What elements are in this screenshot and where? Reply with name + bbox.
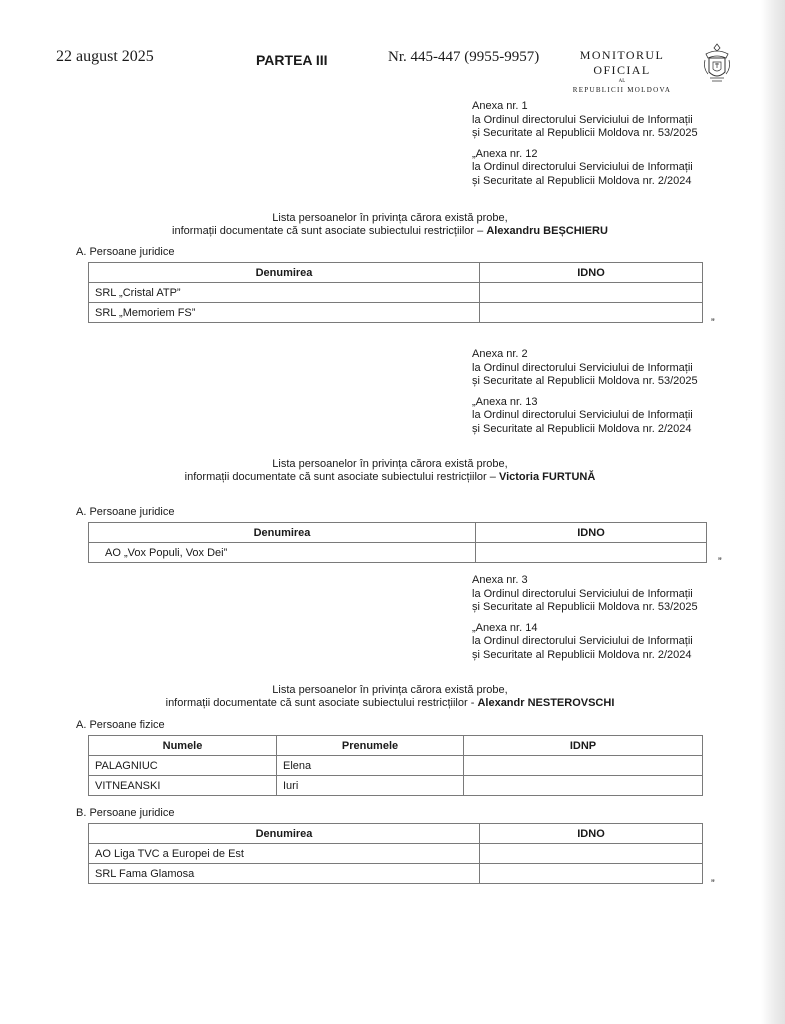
section-heading: A. Persoane juridice: [76, 246, 175, 258]
annex-line: Anexa nr. 3: [472, 574, 528, 586]
column-header: IDNO: [476, 523, 707, 543]
column-header: Denumirea: [89, 824, 480, 844]
list-1-title: [60, 212, 720, 238]
closing-quote: ”: [711, 878, 715, 890]
annex-line: și Securitate al Republicii Moldova nr. 53/2025: [472, 601, 698, 613]
masthead: [562, 48, 682, 94]
title-dash: -: [470, 697, 475, 709]
table-header-row: [89, 736, 703, 756]
annex-line: la Ordinul directorului Serviciului de Informații: [472, 113, 693, 126]
title-text: informații documentate că sunt asociate subiectului restricțiilor: [165, 697, 468, 709]
table-header-row: [89, 523, 707, 543]
column-header: IDNP: [464, 736, 703, 756]
column-header: IDNO: [480, 263, 703, 283]
section-heading: A. Persoane fizice: [76, 719, 165, 731]
moldova-coat-of-arms-icon: [702, 42, 732, 86]
table-cell: Iuri: [277, 776, 464, 796]
legal-entities-table-2: [88, 522, 707, 563]
column-header: Denumirea: [89, 523, 476, 543]
table-row: [89, 543, 707, 563]
annex-3-reference: [472, 574, 698, 662]
header-part: PARTEA III: [256, 52, 328, 68]
table-cell: [480, 303, 703, 323]
annex-line: „Anexa nr. 13: [472, 395, 538, 408]
annex-line: la Ordinul directorului Serviciului de Informații: [472, 161, 693, 173]
subject-name: Victoria FURTUNĂ: [498, 471, 596, 483]
title-dash: –: [477, 225, 484, 237]
annex-line: Anexa nr. 2: [472, 348, 528, 360]
title-line: Lista persoanelor în privința cărora există probe,: [272, 212, 508, 224]
section-heading: A. Persoane juridice: [76, 506, 175, 518]
page-edge-shadow: [761, 0, 785, 1024]
title-line: [60, 225, 720, 238]
annex-line: „Anexa nr. 14: [472, 621, 538, 634]
table-cell: SRL „Cristal ATP”: [89, 283, 480, 303]
closing-quote: ”: [718, 556, 722, 568]
annex-line: și Securitate al Republicii Moldova nr. 53/2025: [472, 375, 698, 387]
table-cell: [464, 776, 703, 796]
annex-line: la Ordinul directorului Serviciului de Informații: [472, 361, 693, 374]
annex-line: și Securitate al Republicii Moldova nr. 2/2024: [472, 422, 692, 435]
title-text: informații documentate că sunt asociate subiectului restricțiilor: [184, 471, 487, 483]
subject-name: Alexandr NESTEROVSCHI: [477, 697, 615, 709]
list-2-title: [60, 458, 720, 484]
table-cell: [480, 283, 703, 303]
annex-line: și Securitate al Republicii Moldova nr. 2/2024: [472, 174, 692, 187]
annex-line: și Securitate al Republicii Moldova nr. 2/2024: [472, 648, 692, 661]
section-heading: B. Persoane juridice: [76, 807, 175, 819]
table-header-row: [89, 824, 703, 844]
table-cell: SRL „Memoriem FS”: [89, 303, 480, 323]
legal-entities-table-3: [88, 823, 703, 884]
annex-line: la Ordinul directorului Serviciului de Informații: [472, 635, 693, 647]
table-cell: PALAGNIUC: [89, 756, 277, 776]
table-header-row: [89, 263, 703, 283]
table-cell: [480, 844, 703, 864]
subject-name: Alexandru BEȘCHIERU: [486, 225, 608, 237]
annex-line: „Anexa nr. 12: [472, 147, 538, 160]
table-cell: Elena: [277, 756, 464, 776]
table-row: [89, 776, 703, 796]
header-date: 22 august 2025: [56, 48, 154, 65]
title-text: informații documentate că sunt asociate subiectului restricțiilor: [172, 225, 475, 237]
natural-persons-table: [88, 735, 703, 796]
annex-line: Anexa nr. 1: [472, 100, 528, 112]
table-row: [89, 303, 703, 323]
column-header: IDNO: [480, 824, 703, 844]
table-row: [89, 864, 703, 884]
table-cell: [476, 543, 707, 563]
table-row: [89, 756, 703, 776]
header-issue-number: Nr. 445-447 (9955-9957): [388, 49, 540, 65]
legal-entities-table-1: [88, 262, 703, 323]
closing-quote: ”: [711, 317, 715, 329]
list-3-title: [60, 684, 720, 710]
table-cell: [480, 864, 703, 884]
table-cell: [464, 756, 703, 776]
column-header: Denumirea: [89, 263, 480, 283]
title-line: Lista persoanelor în privința cărora există probe,: [272, 458, 508, 470]
table-cell: VITNEANSKI: [89, 776, 277, 796]
annex-line: și Securitate al Republicii Moldova nr. 53/2025: [472, 127, 698, 139]
title-line: [60, 471, 720, 484]
title-line: [60, 697, 720, 710]
masthead-title: MONITORUL OFICIAL: [579, 48, 665, 77]
table-row: [89, 844, 703, 864]
masthead-subtitle: REPUBLICII MOLDOVA: [572, 86, 672, 94]
table-cell: AO Liga TVC a Europei de Est: [89, 844, 480, 864]
table-row: [89, 283, 703, 303]
table-cell: SRL Fama Glamosa: [89, 864, 480, 884]
table-cell: AO „Vox Populi, Vox Dei”: [89, 543, 476, 563]
annex-2-reference: [472, 348, 698, 436]
annex-1-reference: [472, 100, 698, 188]
masthead-al: AL: [618, 79, 626, 84]
annex-line: la Ordinul directorului Serviciului de Informații: [472, 587, 693, 600]
title-line: Lista persoanelor în privința cărora există probe,: [272, 684, 508, 696]
column-header: Numele: [89, 736, 277, 756]
column-header: Prenumele: [277, 736, 464, 756]
annex-line: la Ordinul directorului Serviciului de Informații: [472, 409, 693, 421]
title-dash: –: [489, 471, 496, 483]
